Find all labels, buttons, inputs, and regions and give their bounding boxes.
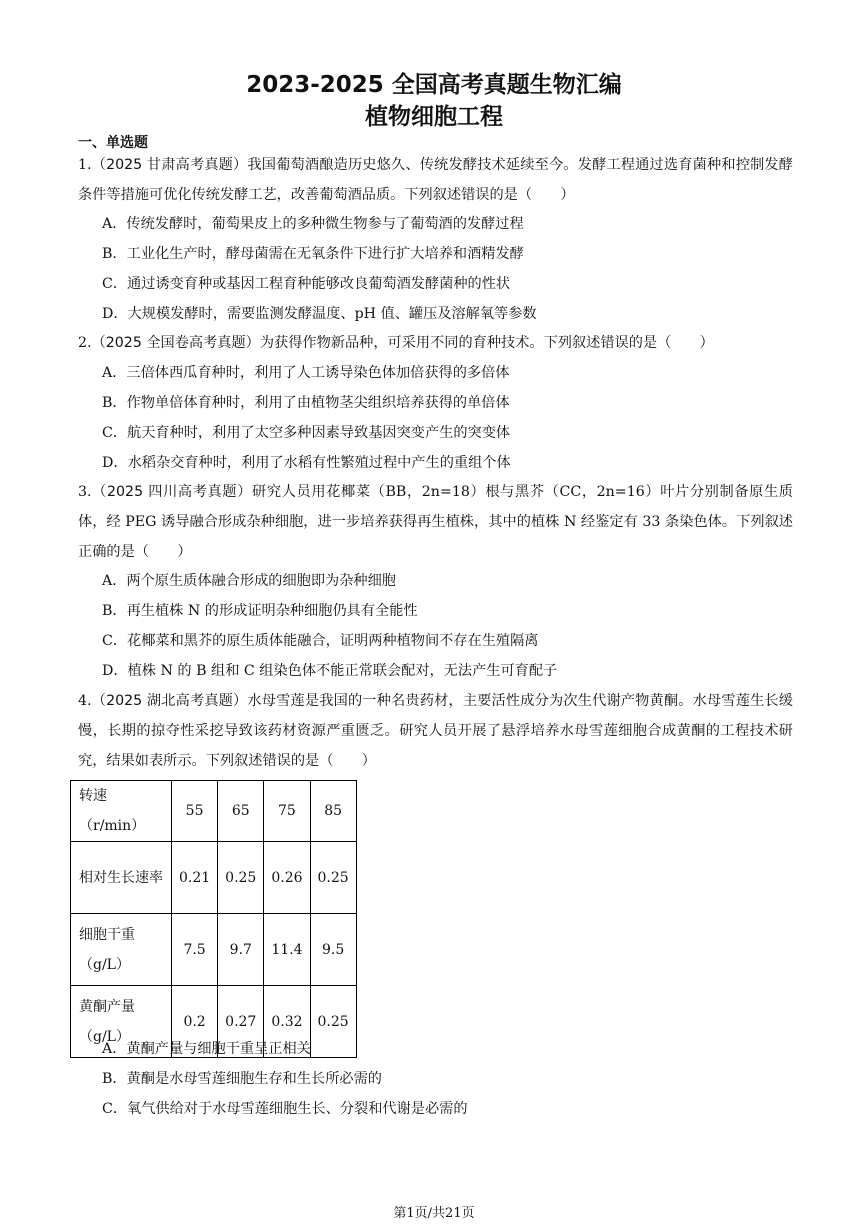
table-cell: 0.2: [172, 986, 218, 1058]
question-4-option-c: C．氧气供给对于水母雪莲细胞生长、分裂和代谢是必需的: [102, 1101, 468, 1117]
question-text: 水母雪莲是我国的一种名贵药材，主要活性成分为次生代谢产物黄酮。水母雪莲生长缓慢，长期的掠夺性采挖导致该药材资源严重匮乏。研究人员开展了悬浮培养水母雪莲细胞合成黄酮的工程技术研究，结果如表所示。下列叙述错误的是（ ）: [78, 693, 793, 769]
table-cell: 黄酮产量（g/L）: [71, 986, 172, 1058]
table-row: [71, 781, 357, 842]
table-cell: 0.32: [264, 986, 310, 1058]
question-text: 为获得作物新品种，可采用不同的育种技术。下列叙述错误的是（ ）: [259, 335, 714, 351]
question-2-option-d: D．水稻杂交育种时，利用了水稻有性繁殖过程中产生的重组个体: [102, 455, 511, 471]
section-heading: 一、单选题: [78, 135, 148, 151]
page-footer: 第1页/共21页: [393, 1206, 475, 1221]
question-4-option-b: B．黄酮是水母雪莲细胞生存和生长所必需的: [102, 1071, 382, 1087]
table-cell: 相对生长速率: [71, 842, 172, 914]
table-cell: 0.25: [310, 842, 356, 914]
question-3-option-d: D．植株 N 的 B 组和 C 组染色体不能正常联会配对，无法产生可育配子: [102, 663, 558, 679]
question-number: 3.: [78, 484, 92, 500]
question-1-option-b: B．工业化生产时，酵母菌需在无氧条件下进行扩大培养和酒精发酵: [102, 246, 524, 262]
question-1-stem: [78, 150, 793, 210]
question-4-stem: [78, 686, 793, 776]
table-cell: 75: [264, 781, 310, 842]
question-1-option-d: D．大规模发酵时，需要监测发酵温度、pH 值、罐压及溶解氧等参数: [102, 306, 537, 322]
question-4-option-a: A．黄酮产量与细胞干重呈正相关: [102, 1041, 311, 1057]
data-table: [70, 780, 357, 1058]
table-cell: 0.25: [310, 986, 356, 1058]
question-source: （2025 四川高考真题）: [91, 484, 253, 500]
table-cell: 11.4: [264, 914, 310, 986]
table-cell: 细胞干重（g/L）: [71, 914, 172, 986]
table-cell: 85: [310, 781, 356, 842]
question-source: （2025 湖北高考真题）: [91, 693, 248, 709]
question-text: 研究人员用花椰菜（BB，2n=18）根与黑芥（CC，2n=16）叶片分别制备原生质体，经 PEG 诱导融合形成杂种细胞，进一步培养获得再生植株，其中的植株 N 经鉴定有 33 条染色体。下列叙述正确的是（ ）: [78, 484, 793, 560]
document-subtitle: 植物细胞工程: [365, 104, 503, 130]
question-source: （2025 甘肃高考真题）: [91, 157, 248, 173]
question-source: （2025 全国卷高考真题）: [91, 335, 260, 351]
table-cell: 0.25: [218, 842, 264, 914]
table-cell: 65: [218, 781, 264, 842]
question-3-option-a: A．两个原生质体融合形成的细胞即为杂种细胞: [102, 573, 396, 589]
question-text: 我国葡萄酒酿造历史悠久、传统发酵技术延续至今。发酵工程通过选育菌种和控制发酵条件等措施可优化传统发酵工艺，改善葡萄酒品质。下列叙述错误的是（ ）: [78, 157, 793, 203]
table-cell: 转速（r/min）: [71, 781, 172, 842]
table-row: [71, 914, 357, 986]
question-2-option-c: C．航天育种时，利用了太空多种因素导致基因突变产生的突变体: [102, 425, 511, 441]
question-number: 4.: [78, 693, 92, 709]
question-2-option-b: B．作物单倍体育种时，利用了由植物茎尖组织培养获得的单倍体: [102, 395, 510, 411]
question-1-option-c: C．通过诱变育种或基因工程育种能够改良葡萄酒发酵菌种的性状: [102, 276, 511, 292]
question-3-option-b: B．再生植株 N 的形成证明杂种细胞仍具有全能性: [102, 603, 418, 619]
table-cell: 7.5: [172, 914, 218, 986]
table-cell: 9.7: [218, 914, 264, 986]
question-number: 1.: [78, 157, 92, 173]
question-2-stem: [78, 328, 793, 358]
table-row: [71, 842, 357, 914]
table-cell: 9.5: [310, 914, 356, 986]
table-cell: 0.27: [218, 986, 264, 1058]
table-cell: 0.26: [264, 842, 310, 914]
table-cell: 0.21: [172, 842, 218, 914]
question-1-option-a: A．传统发酵时，葡萄果皮上的多种微生物参与了葡萄酒的发酵过程: [102, 216, 524, 232]
table-cell: 55: [172, 781, 218, 842]
question-3-stem: [78, 477, 793, 567]
document-title: 2023-2025 全国高考真题生物汇编: [246, 72, 622, 98]
question-number: 2.: [78, 335, 92, 351]
question-2-option-a: A．三倍体西瓜育种时，利用了人工诱导染色体加倍获得的多倍体: [102, 365, 510, 381]
question-3-option-c: C．花椰菜和黑芥的原生质体能融合，证明两种植物间不存在生殖隔离: [102, 633, 539, 649]
